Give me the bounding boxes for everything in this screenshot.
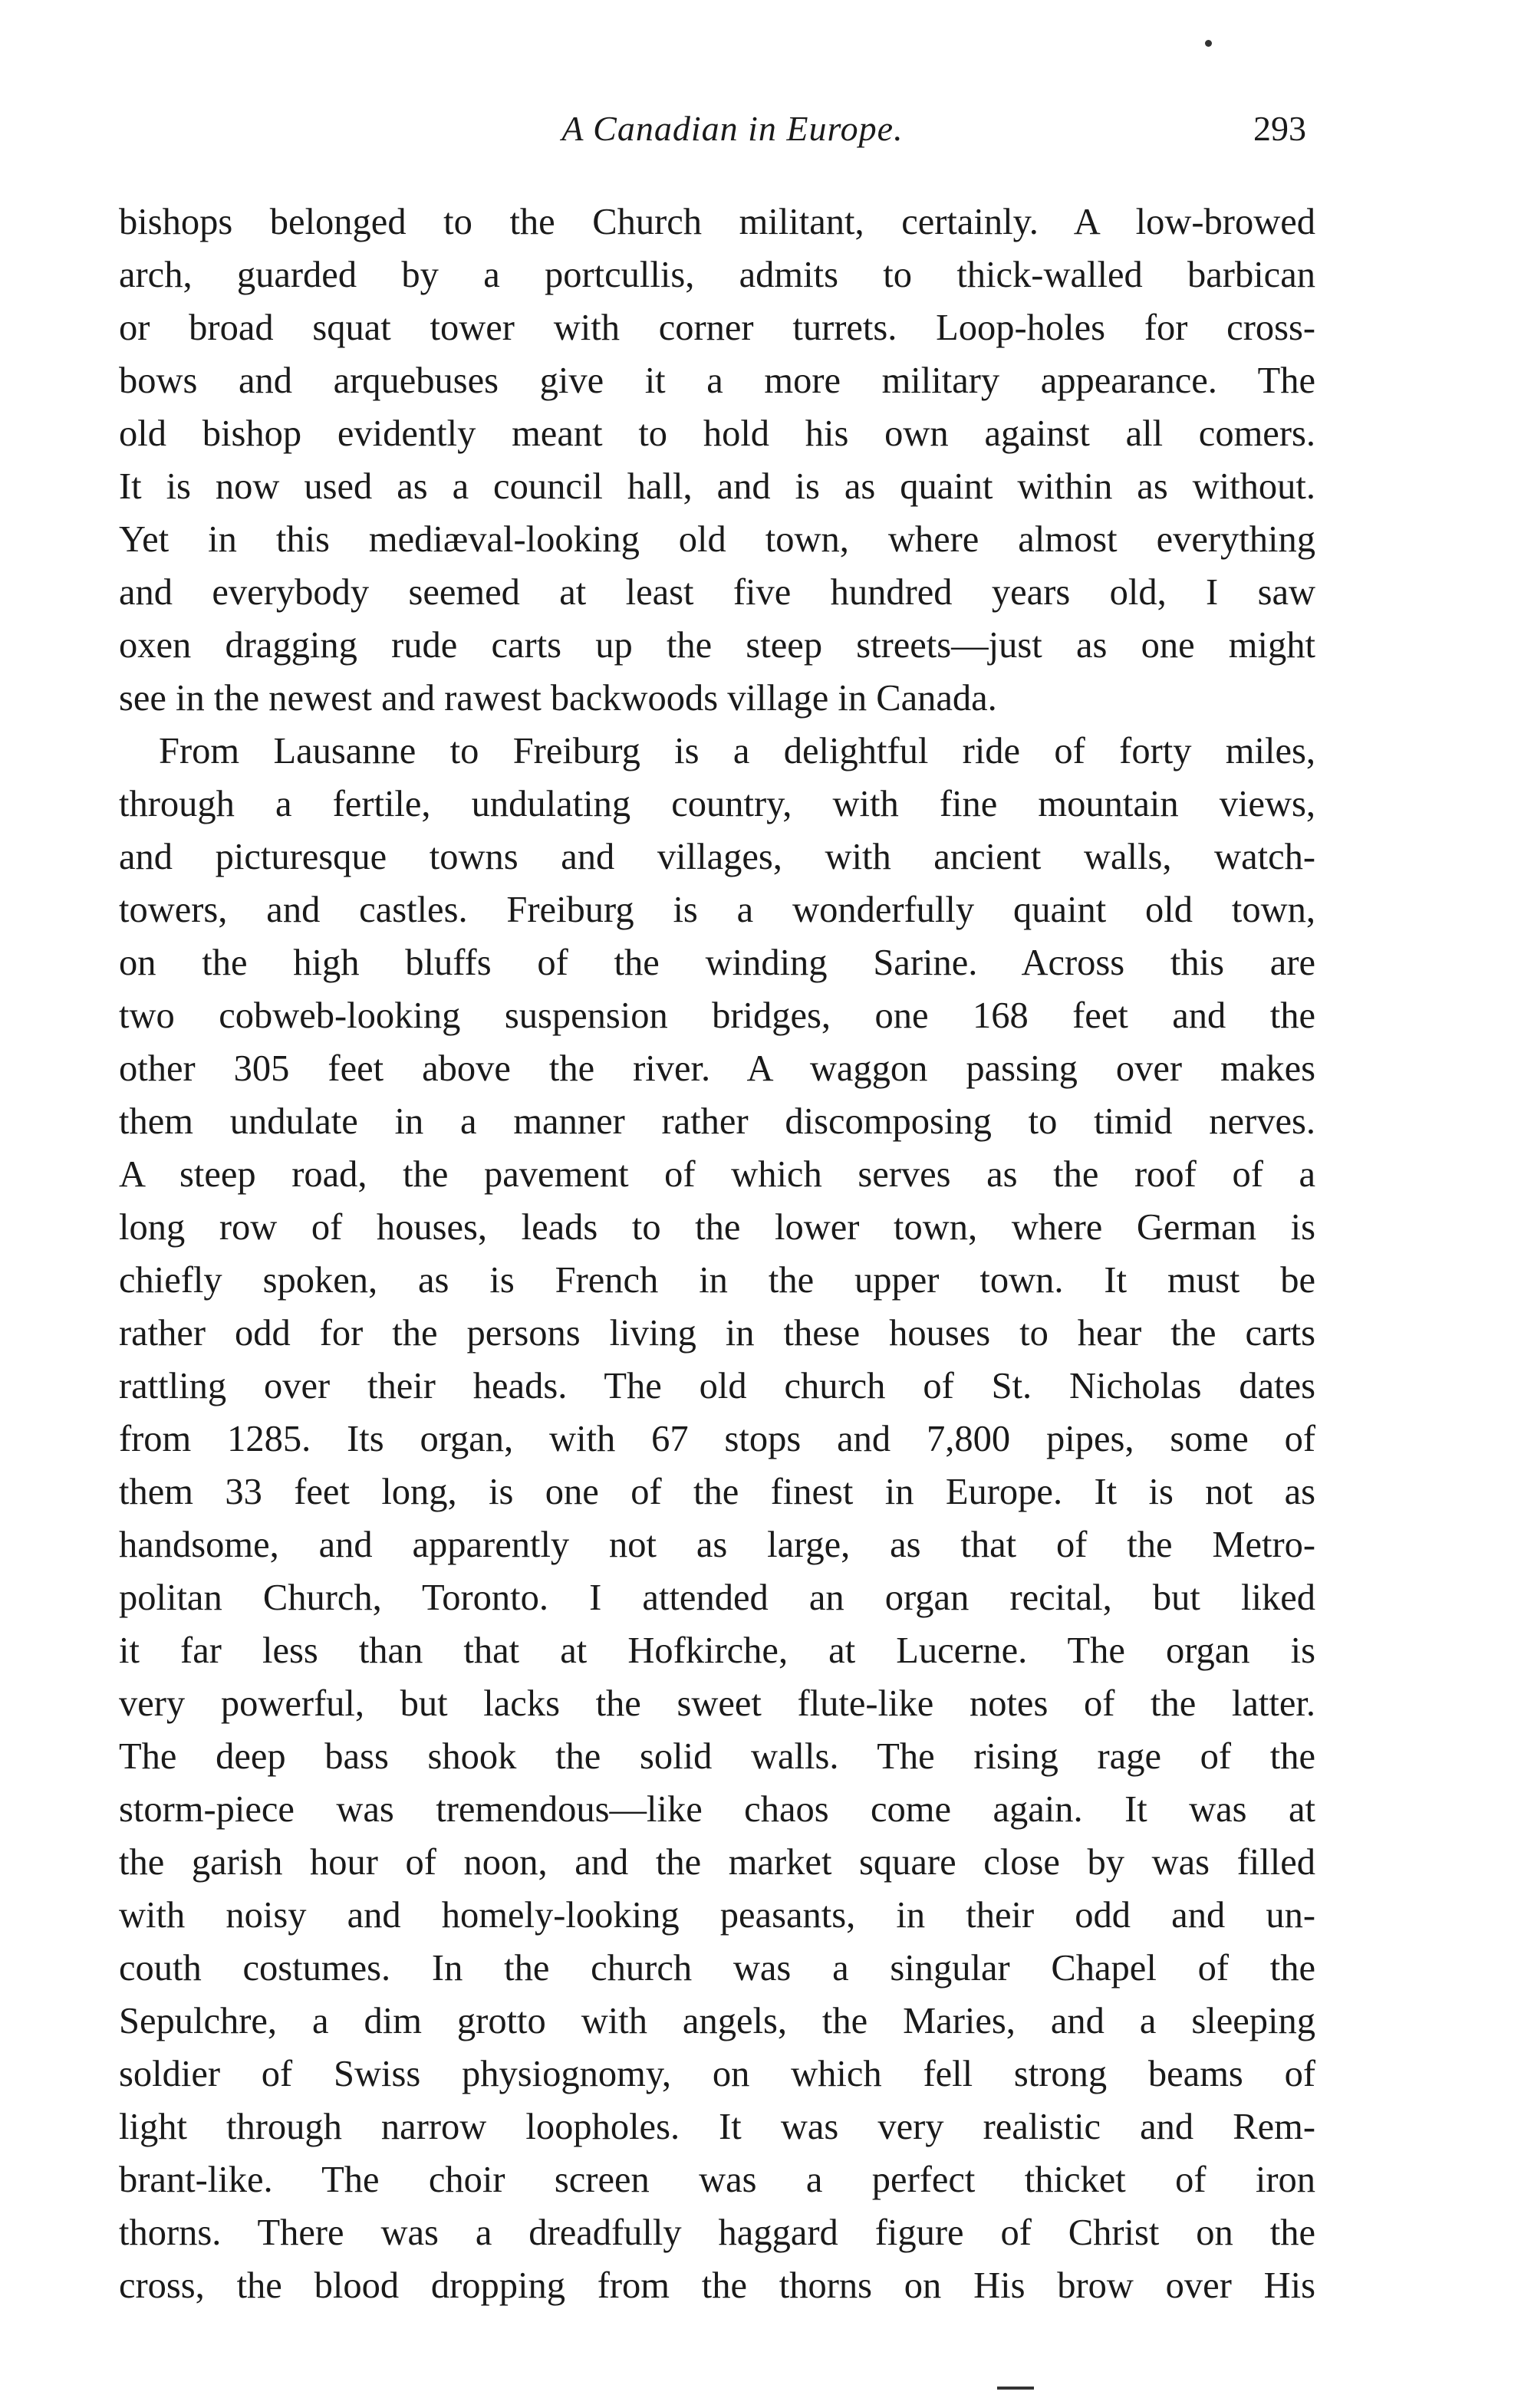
text-line: chiefly spoken, as is French in the upper town. It must be xyxy=(119,1260,1315,1301)
body-text xyxy=(119,196,1315,2312)
text-line: couth costumes. In the church was a singular Chapel of the xyxy=(119,1948,1315,1989)
text-line: Sepulchre, a dim grotto with angels, the Maries, and a sleeping xyxy=(119,2001,1315,2041)
printer-mark-top xyxy=(1205,40,1212,47)
text-line: them 33 feet long, is one of the finest in Europe. It is not as xyxy=(119,1472,1315,1512)
text-line: through a fertile, undulating country, with fine mountain views, xyxy=(119,784,1315,824)
text-line: handsome, and apparently not as large, as that of the Metro- xyxy=(119,1525,1315,1565)
text-line: old bishop evidently meant to hold his own against all comers. xyxy=(119,413,1315,454)
text-line: Yet in this mediæval-looking old town, where almost everything xyxy=(119,519,1315,560)
text-line: arch, guarded by a portcullis, admits to thick-walled barbican xyxy=(119,255,1315,295)
text-line: and picturesque towns and villages, with ancient walls, watch- xyxy=(119,837,1315,877)
text-line: two cobweb-looking suspension bridges, one 168 feet and the xyxy=(119,995,1315,1036)
text-line: or broad squat tower with corner turrets. Loop-holes for cross- xyxy=(119,308,1315,348)
text-line: with noisy and homely-looking peasants, in their odd and un- xyxy=(119,1895,1315,1936)
text-line: politan Church, Toronto. I attended an organ recital, but liked xyxy=(119,1577,1315,1618)
text-line: thorns. There was a dreadfully haggard figure of Christ on the xyxy=(119,2212,1315,2253)
text-line: see in the newest and rawest backwoods village in Canada. xyxy=(119,678,997,719)
text-line: on the high bluffs of the winding Sarine. Across this are xyxy=(119,942,1315,983)
text-line: It is now used as a council hall, and is as quaint within as without. xyxy=(119,466,1315,507)
text-line: very powerful, but lacks the sweet flute-like notes of the latter. xyxy=(119,1683,1315,1724)
printer-mark-bottom xyxy=(997,2387,1034,2390)
running-title: A Canadian in Europe. xyxy=(561,109,904,148)
text-line: A steep road, the pavement of which serves as the roof of a xyxy=(119,1154,1315,1195)
text-line: bows and arquebuses give it a more military appearance. The xyxy=(119,360,1315,401)
text-line: rather odd for the persons living in these houses to hear the carts xyxy=(119,1313,1315,1354)
text-line: it far less than that at Hofkirche, at Lucerne. The organ is xyxy=(119,1630,1315,1671)
text-line: and everybody seemed at least five hundred years old, I saw xyxy=(119,572,1315,613)
text-line: other 305 feet above the river. A waggon passing over makes xyxy=(119,1048,1315,1089)
text-line: oxen dragging rude carts up the steep streets—just as one might xyxy=(119,625,1315,666)
text-line: soldier of Swiss physiognomy, on which fell strong beams of xyxy=(119,2054,1315,2094)
text-line: towers, and castles. Freiburg is a wonderfully quaint old town, xyxy=(119,890,1315,930)
text-line: long row of houses, leads to the lower town, where German is xyxy=(119,1207,1315,1248)
text-line: The deep bass shook the solid walls. The rising rage of the xyxy=(119,1736,1315,1777)
page-number: 293 xyxy=(1253,109,1306,148)
text-line: from 1285. Its organ, with 67 stops and 7,800 pipes, some of xyxy=(119,1419,1315,1459)
text-line: rattling over their heads. The old church of St. Nicholas dates xyxy=(119,1366,1315,1406)
page-header xyxy=(119,106,1315,160)
text-line: From Lausanne to Freiburg is a delightful ride of forty miles, xyxy=(159,731,1315,771)
text-line: storm-piece was tremendous—like chaos come again. It was at xyxy=(119,1789,1315,1830)
text-line: the garish hour of noon, and the market square close by was filled xyxy=(119,1842,1315,1883)
text-line: them undulate in a manner rather discomposing to timid nerves. xyxy=(119,1101,1315,1142)
text-line: light through narrow loopholes. It was very realistic and Rem- xyxy=(119,2107,1315,2147)
text-line: cross, the blood dropping from the thorns on His brow over His xyxy=(119,2265,1315,2306)
text-line: brant-like. The choir screen was a perfect thicket of iron xyxy=(119,2160,1315,2200)
text-line: bishops belonged to the Church militant, certainly. A low-browed xyxy=(119,202,1315,242)
